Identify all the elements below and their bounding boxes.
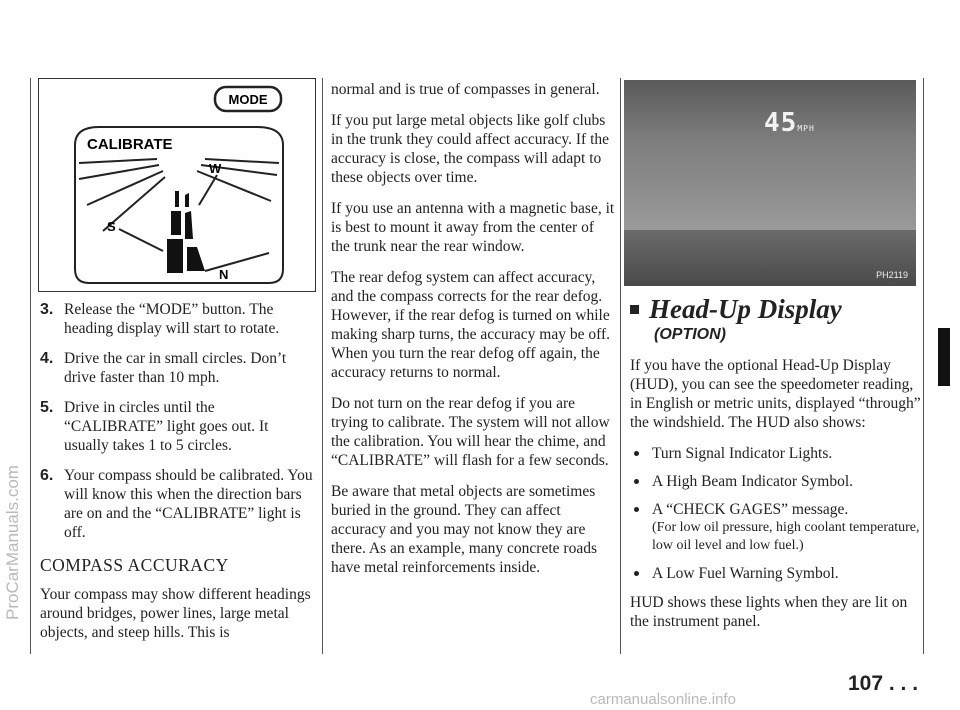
- hud-photo: [624, 80, 916, 286]
- hud-heading-text: Head-Up Display: [649, 294, 842, 324]
- compass-accuracy-heading: COMPASS ACCURACY: [40, 555, 229, 575]
- compass-display-illustration: [39, 79, 315, 291]
- heading-bullet-icon: [630, 305, 639, 314]
- compass-w-label: W: [209, 161, 222, 176]
- step-number: 5.: [40, 399, 54, 416]
- hud-speed-readout: [764, 108, 815, 138]
- bullet-icon: [634, 479, 639, 484]
- hud-intro-paragraph: If you have the optional Head-Up Display (HUD), you can see the speedometer reading, in English or metric units, displayed “through” the windshield. The HUD also shows:: [630, 357, 921, 431]
- list-item: [630, 444, 922, 463]
- hud-option-label: (OPTION): [654, 326, 726, 343]
- paragraph-normal: normal and is true of compasses in general.: [331, 81, 600, 98]
- bullet-icon: [634, 507, 639, 512]
- s-pointer: [119, 229, 163, 251]
- photo-hood: [624, 230, 916, 286]
- paragraph-defog-calibrate: Do not turn on the rear defog if you are trying to calibrate. The system will not allow the calibration. You will hear the chime, and “CALIBRATE” will flash for a few seconds.: [331, 395, 610, 469]
- step-text: Release the “MODE” button. The heading display will start to rotate.: [64, 301, 280, 337]
- list-item: [630, 500, 922, 555]
- compass-n-label: N: [219, 267, 229, 282]
- step-number: 4.: [40, 350, 54, 367]
- compass-s-label: S: [107, 219, 116, 234]
- calibrate-label: CALIBRATE: [87, 136, 173, 153]
- step-text: Drive the car in small circles. Don’t drive faster than 10 mph.: [64, 350, 287, 386]
- step-text: Your compass should be calibrated. You will know this when the direction bars are on and the “CALIBRATE” light is off.: [64, 467, 313, 541]
- list-item: [630, 472, 922, 491]
- hud-outro-paragraph: HUD shows these lights when they are lit on the instrument panel.: [630, 594, 908, 630]
- right-column: [630, 294, 922, 643]
- step-5: [40, 398, 316, 455]
- list-item: [630, 564, 922, 583]
- hud-speed-value: 45: [764, 108, 798, 138]
- bottom-watermark: carmanualsonline.info: [590, 691, 736, 708]
- list-item-note: (For low oil pressure, high coolant temperature, low oil level and low fuel.): [652, 520, 920, 553]
- column-rule-left: [30, 78, 31, 654]
- column-rule-mid-2: [620, 78, 621, 654]
- list-item-text: A Low Fuel Warning Symbol.: [652, 565, 839, 582]
- side-watermark: [3, 60, 23, 620]
- column-rule-mid-1: [322, 78, 323, 654]
- page-number: 107 . . .: [848, 672, 919, 695]
- paragraph-buried-metal: Be aware that metal objects are sometimes buried in the ground. They can affect accuracy and you may not know they are there. As an example, many concrete roads have metal reinforcements inside.: [331, 483, 597, 576]
- compass-accuracy-paragraph: Your compass may show different headings around bridges, power lines, large metal objects, and steep hills. This is: [40, 586, 311, 641]
- left-column: [40, 300, 316, 654]
- photo-code: PH2119: [876, 270, 908, 280]
- column-rule-right: [923, 78, 924, 654]
- list-item-text: Turn Signal Indicator Lights.: [652, 445, 833, 462]
- step-3: [40, 300, 316, 338]
- hud-heading: [630, 294, 922, 324]
- step-text: Drive in circles until the “CALIBRATE” light goes out. It usually takes 1 to 5 circles.: [64, 399, 269, 454]
- step-number: 3.: [40, 301, 54, 318]
- side-watermark-text: ProCarManuals.com: [3, 465, 22, 620]
- w-pointer: [199, 175, 217, 205]
- step-4: [40, 349, 316, 387]
- step-number: 6.: [40, 467, 54, 484]
- list-item-text: A “CHECK GAGES” message.: [652, 501, 849, 518]
- photo-windshield-view: [624, 80, 916, 230]
- step-6: [40, 466, 316, 542]
- compass-calibrate-figure: [38, 78, 316, 292]
- mode-button-label: MODE: [228, 92, 268, 107]
- n-pointer: [205, 253, 269, 271]
- bullet-icon: [634, 571, 639, 576]
- list-item-text: A High Beam Indicator Symbol.: [652, 473, 854, 490]
- hud-speed-unit: MPH: [797, 124, 815, 133]
- paragraph-golf-clubs: If you put large metal objects like golf clubs in the trunk they could affect accuracy. If the accuracy is close, the compass will adapt to these objects over time.: [331, 112, 610, 186]
- paragraph-antenna: If you use an antenna with a magnetic base, it is best to mount it away from the center of the trunk near the rear window.: [331, 200, 615, 255]
- hud-feature-list: [630, 444, 922, 583]
- paragraph-rear-defog: The rear defog system can affect accuracy, and the compass corrects for the rear defog. However, if the rear defog is turned on while making sharp turns, the accuracy may be off. When you turn the rear defog off again, the accuracy returns to normal.: [331, 269, 611, 381]
- middle-column: [331, 80, 615, 589]
- section-tab-marker: [938, 328, 950, 386]
- bullet-icon: [634, 451, 639, 456]
